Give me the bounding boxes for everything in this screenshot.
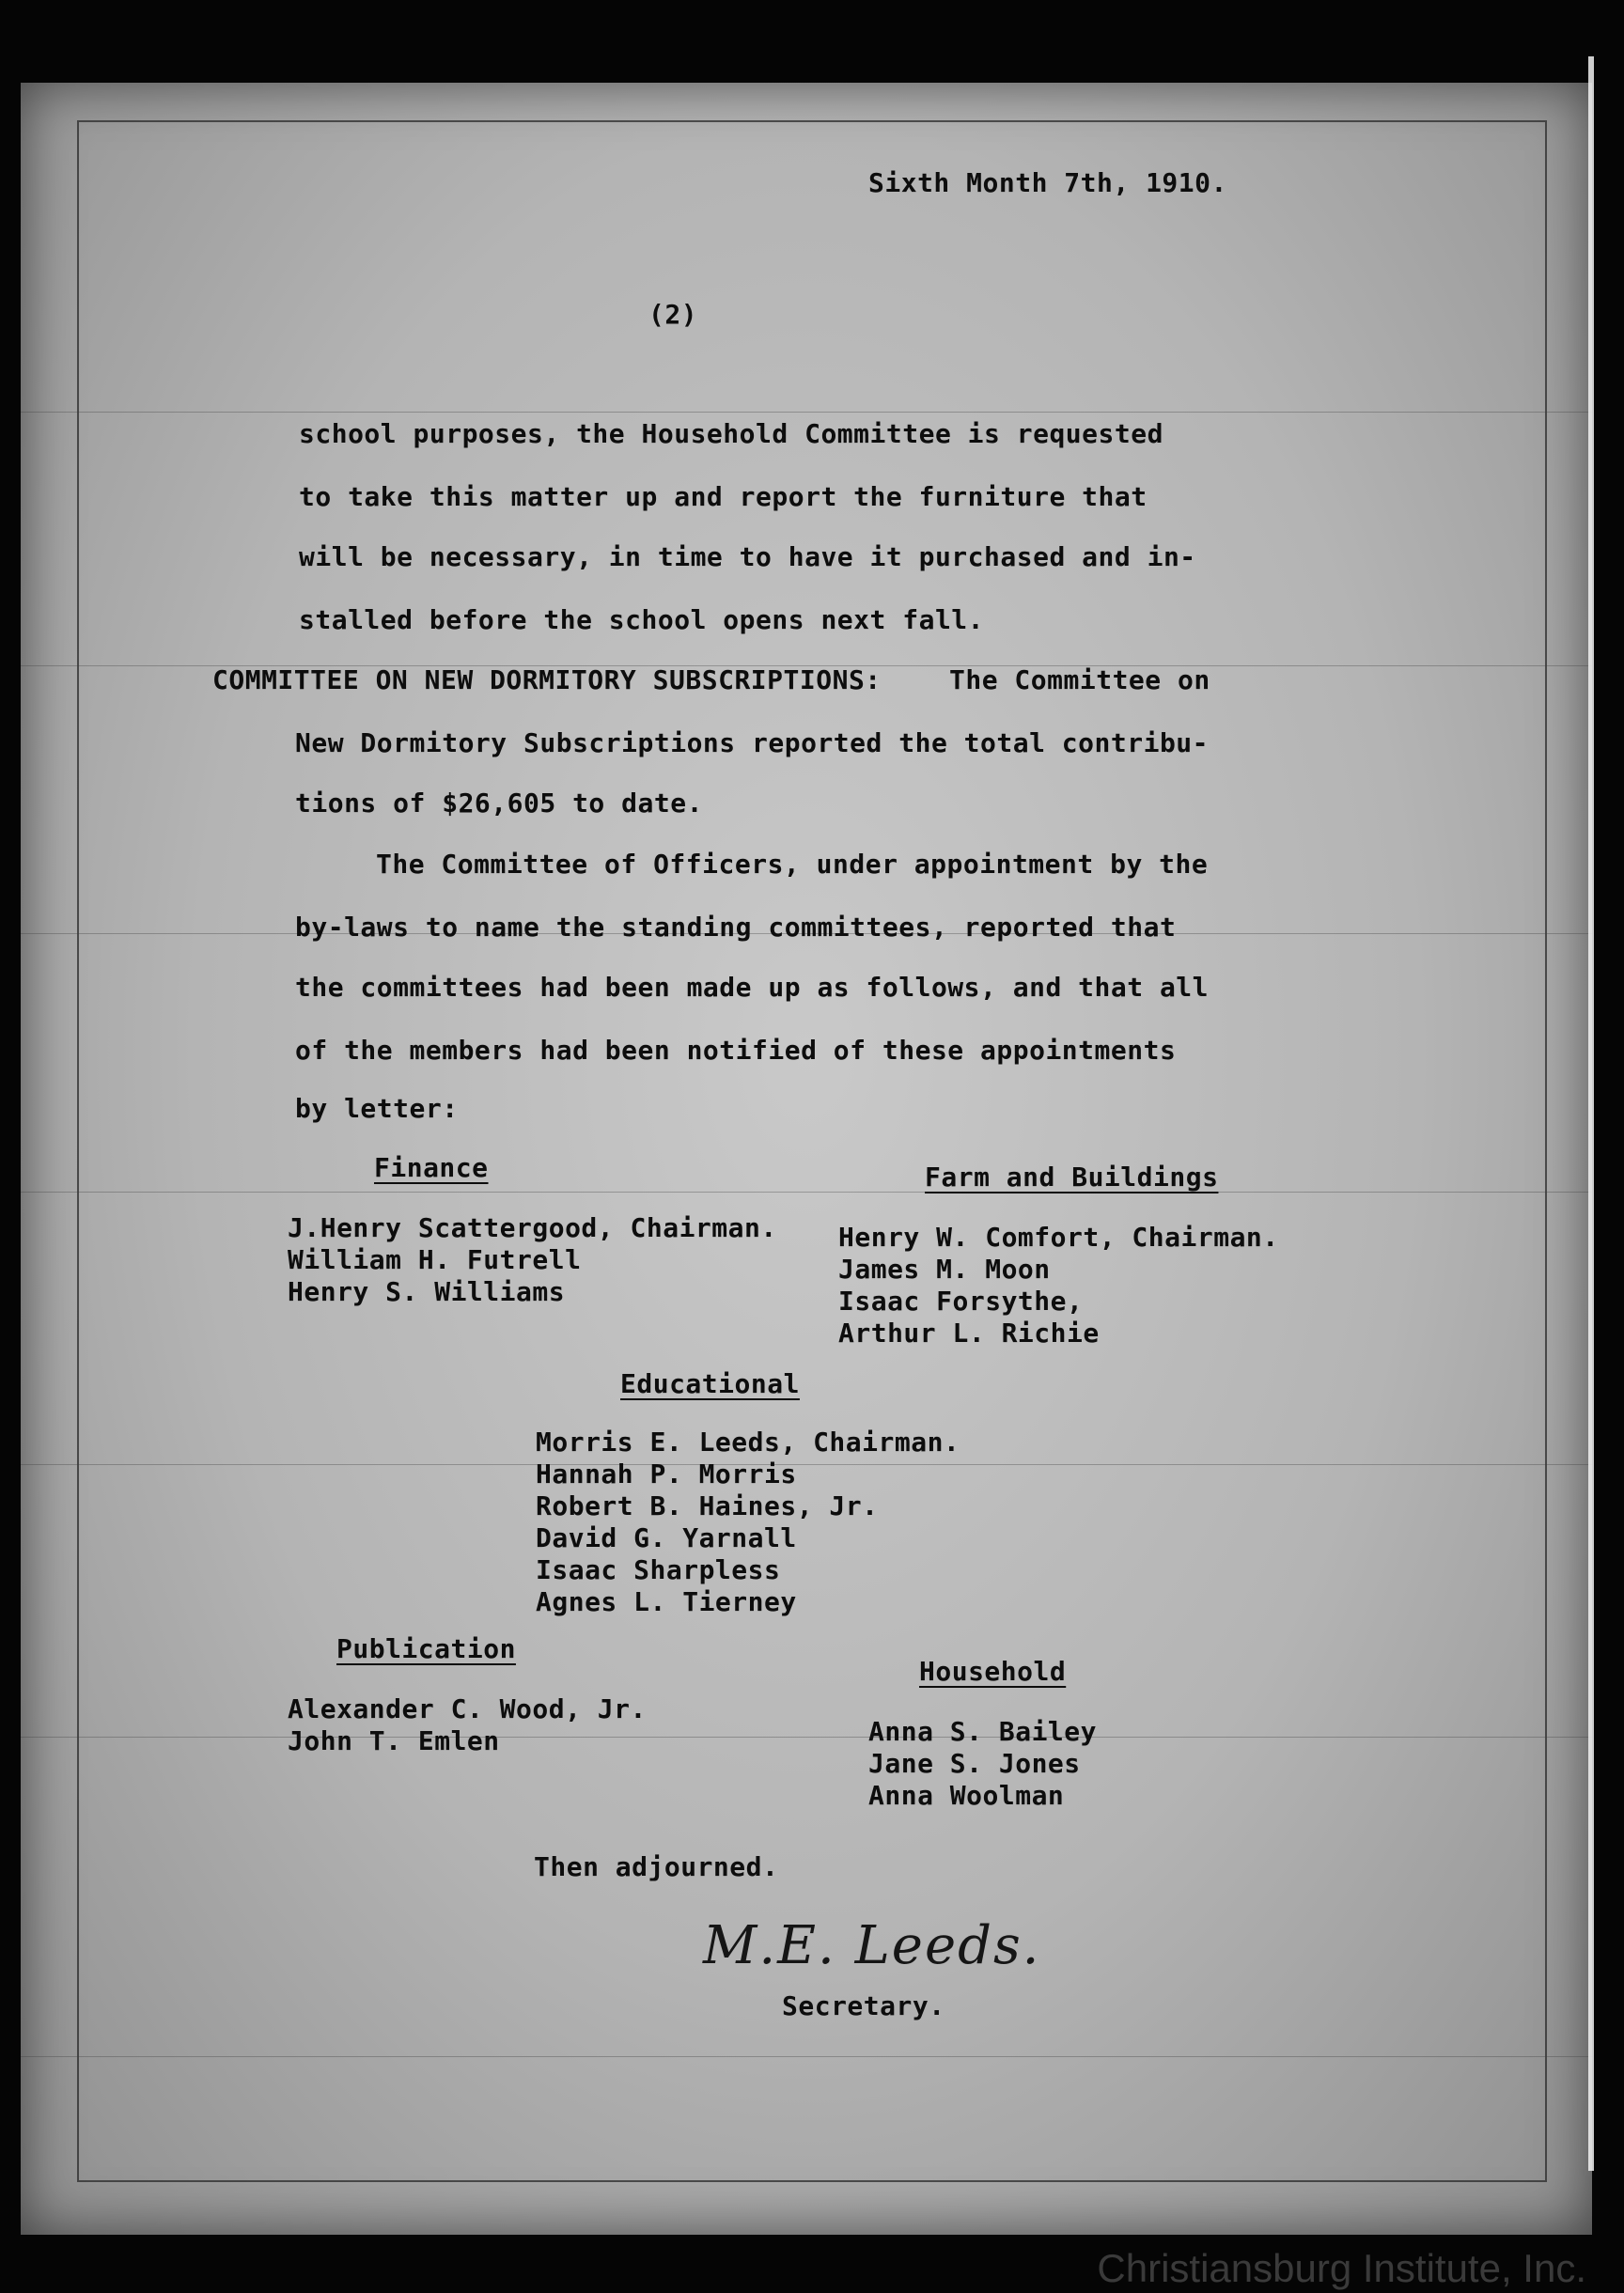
page-number: (2) [648,299,698,330]
paragraph-line: The Committee of Officers, under appointment by the [376,849,1209,880]
member-name: Hannah P. Morris [536,1458,797,1490]
member-name: Isaac Forsythe, [838,1286,1084,1317]
committee-members-farm [838,1222,1279,1349]
closing-text: Then adjourned. [534,1851,779,1882]
member-name: Isaac Sharpless [536,1554,781,1585]
member-name: Anna S. Bailey [868,1716,1098,1747]
binding-edge [1588,56,1594,2171]
paragraph-line: to take this matter up and report the furniture that [299,481,1148,512]
member-name: J.Henry Scattergood, Chairman. [288,1212,777,1243]
paragraph-line: New Dormitory Subscriptions reported the total contribu- [295,727,1210,758]
ruling-line [21,2056,1592,2057]
member-name: Alexander C. Wood, Jr. [288,1693,647,1724]
member-name: Henry S. Williams [288,1276,566,1307]
paragraph-line: will be necessary, in time to have it purchased and in- [299,541,1196,572]
archive-watermark: Christiansburg Institute, Inc. [1097,2246,1586,2290]
paragraph-line: by-laws to name the standing committees, reported that [295,912,1177,943]
committee-title-educational: Educational [620,1368,800,1399]
committee-members-finance [288,1212,777,1308]
member-name: James M. Moon [838,1254,1051,1285]
paragraph-line: by letter: [295,1093,459,1124]
handwritten-signature: M.E. Leeds. [703,1915,1041,1976]
committee-members-publication [288,1693,647,1757]
member-name: Jane S. Jones [868,1748,1081,1779]
paragraph-line: tions of $26,605 to date. [295,788,703,819]
paragraph-line: school purposes, the Household Committee is requested [299,418,1163,449]
member-name: John T. Emlen [288,1725,500,1756]
paragraph-line: The Committee on [949,664,1210,695]
member-name: David G. Yarnall [536,1522,797,1553]
member-name: Morris E. Leeds, Chairman. [536,1427,960,1458]
member-name: Anna Woolman [868,1780,1065,1811]
member-name: Henry W. Comfort, Chairman. [838,1222,1279,1253]
committee-title-publication: Publication [336,1633,516,1664]
committee-members-educational [536,1427,960,1618]
ruling-line [21,412,1592,413]
paragraph-line: stalled before the school opens next fall. [299,604,985,635]
member-name: Robert B. Haines, Jr. [536,1490,879,1521]
document-page [21,83,1592,2235]
member-name: Agnes L. Tierney [536,1586,797,1617]
member-name: Arthur L. Richie [838,1318,1100,1349]
section-heading: COMMITTEE ON NEW DORMITORY SUBSCRIPTIONS: [212,664,882,695]
ruling-line [21,1737,1592,1738]
date-line: Sixth Month 7th, 1910. [868,167,1227,198]
ruling-line [21,1192,1592,1193]
committee-title-household: Household [919,1656,1067,1687]
committee-members-household [868,1716,1097,1812]
committee-title-farm: Farm and Buildings [925,1162,1219,1193]
member-name: William H. Futrell [288,1244,582,1275]
paragraph-line: of the members had been notified of these appointments [295,1035,1177,1066]
secretary-label: Secretary. [782,1990,945,2021]
paragraph-line: the committees had been made up as follows, and that all [295,972,1210,1003]
committee-title-finance: Finance [374,1152,489,1183]
